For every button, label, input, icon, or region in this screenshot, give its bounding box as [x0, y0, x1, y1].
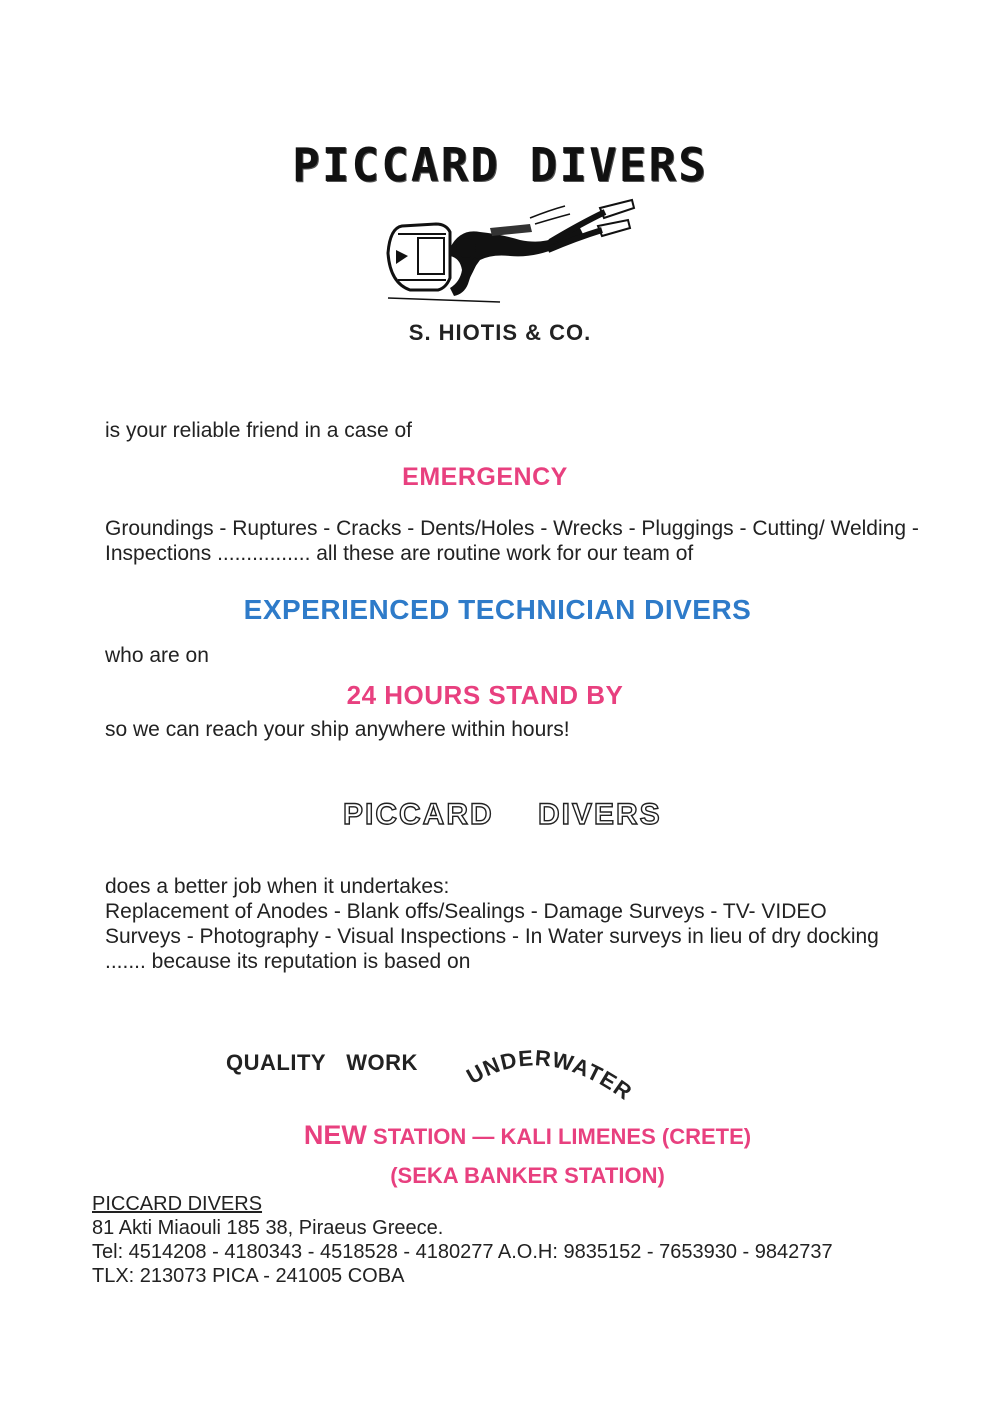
brand-outline-word-1: PICCARD [343, 798, 494, 831]
jobs-list: Replacement of Anodes - Blank offs/Sealings - Damage Surveys - TV- VIDEO Surveys - Photography - Visual Inspections - In Water surveys in lieu of dry docking ....... because its reputation is based on [105, 900, 879, 973]
brand-outline-word-2: DIVERS [538, 798, 662, 831]
who-are-on-line: who are on [105, 644, 209, 667]
contact-telephone: Tel: 4514208 - 4180343 - 4518528 - 4180277 A.O.H: 9835152 - 7653930 - 9842737 [92, 1241, 833, 1263]
standby-heading: 24 HOURS STAND BY [346, 680, 624, 710]
quality-work-text: QUALITY WORK [226, 1050, 418, 1075]
contact-block [92, 1192, 833, 1288]
services-paragraph: Groundings - Ruptures - Cracks - Dents/Holes - Wrecks - Pluggings - Cutting/ Welding - Inspections ................ all these are routine work for our team of [105, 517, 919, 565]
emergency-heading: EMERGENCY [402, 463, 568, 491]
new-station-line [0, 1120, 1000, 1151]
jobs-intro-line: does a better job when it undertakes: [105, 875, 450, 898]
seka-station-line: (SEKA BANKER STATION) [390, 1163, 665, 1188]
reach-ship-line: so we can reach your ship anywhere within hours! [105, 718, 570, 741]
contact-company: PICCARD DIVERS [92, 1193, 263, 1215]
contact-telex: TLX: 213073 PICA - 241005 COBA [92, 1265, 405, 1287]
diver-with-underwater-scooter-icon [380, 198, 640, 308]
intro-line: is your reliable friend in a case of [105, 419, 412, 442]
underwater-word: UNDERWATER [462, 1045, 638, 1106]
contact-address: 81 Akti Miaouli 185 38, Piraeus Greece. [92, 1217, 444, 1239]
company-name: S. HIOTIS & CO. [408, 320, 592, 345]
new-label: NEW [303, 1120, 367, 1150]
underwater-arc-text [460, 1025, 660, 1125]
logo-title: PICCARD DIVERS [292, 138, 708, 192]
experienced-divers-heading: EXPERIENCED TECHNICIAN DIVERS [243, 594, 752, 625]
jobs-section [105, 874, 905, 974]
svg-text:UNDERWATER [462, 1045, 637, 1105]
station-label: STATION — KALI LIMENES (CRETE) [366, 1124, 752, 1149]
